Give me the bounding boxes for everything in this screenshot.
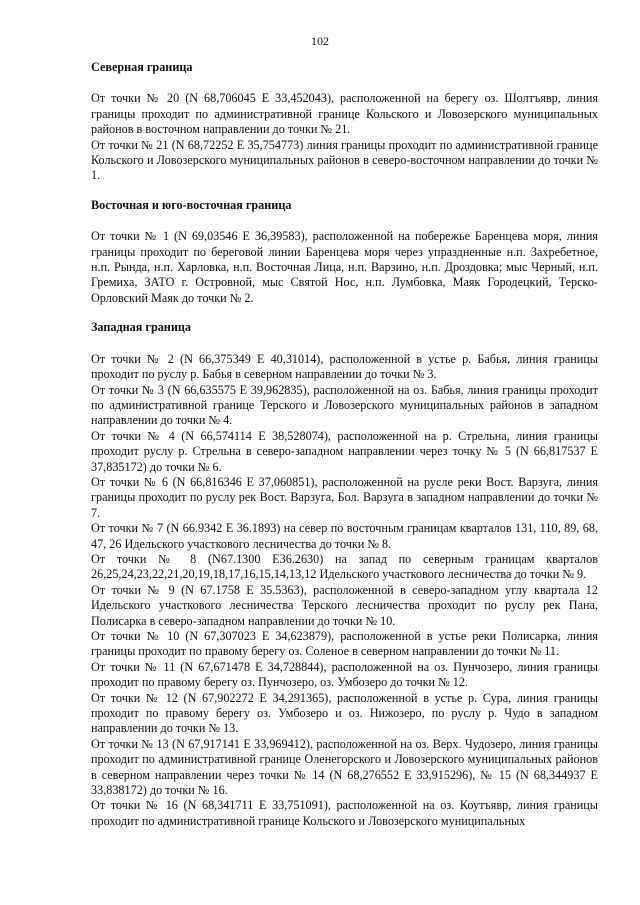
paragraph: От точки № 12 (N 67,902272 E 34,291365), расположенной в устье р. Сура, линия границы проходит по правому берегу оз. Умбозеро и оз. Нижозеро, по руслу р. Чудо в западном направлении до точки № 13. — [91, 690, 598, 736]
section-heading-north: Северная граница — [91, 60, 193, 74]
paragraph: От точки № 4 (N 66,574114 E 38,528074), расположенной на р. Стрельна, линия границы проходит руслу р. Стрельна в северо-западном направлении через точку № 5 (N 66,817537 E 37,835172) до точки № 6. — [91, 428, 598, 474]
paragraph: От точки № 16 (N 68,341711 E 33,751091), расположенной на оз. Коутъявр, линия границы проходит по административной границе Кольского и Ловозерского муниципальных — [91, 798, 598, 828]
paragraph: От точки № 21 (N 68,72252 E 35,754773) линия границы проходит по административной границе Кольского и Ловозерского муниципальных районов в северо-восточном направлении до точки № 1. — [91, 137, 598, 183]
paragraph: От точки № 8 (N67.1300 E36.2630) на запад по северным границам кварталов 26,25,24,23,22,21,20,19,18,17,16,15,14,13,12 Идельского участкового лесничества до точки № 9. — [91, 551, 598, 582]
paragraph: От точки № 1 (N 69,03546 E 36,39583), расположенной на побережье Баренцева моря, линия границы проходит по береговой линии Баренцева моря через упраздненные н.п. Захребетное, н.п. Рында, н.п. Харловка, н.п. Восточная Лица, н.п. Варзино, н.п. Дроздовка; мыс Черный, н.п. Гремиха, ЗАТО г. Островной, мыс Святой Нос, н.п. Лумбовка, Маяк Городецкий, Терско-Орловский Маяк до точки № 2. — [91, 229, 598, 305]
section-heading-east: Восточная и юго-восточная граница — [91, 197, 292, 212]
page-number: 102 — [311, 34, 329, 48]
section-heading-west: Западная граница — [91, 320, 191, 335]
paragraph: От точки № 2 (N 66,375349 E 40,31014), расположенной в устье р. Бабья, линия границы проходит по руслу р. Бабья в северном направлении до точки № 3. — [91, 351, 598, 382]
paragraph: От точки № 20 (N 68,706045 E 33,452043), расположенной на берегу оз. Шолтъявр, линия границы проходит по административной границе Кольского и Ловозерского муниципальных районов в восточном направлении до точки № 21. — [91, 91, 598, 137]
paragraph: От точки № 3 (N 66,635575 E 39,962835), расположенной на оз. Бабья, линия границы проходит по административной границе Терского и Ловозерского муниципальных районов в западном направлении до точки № 4. — [91, 382, 598, 428]
paragraph: От точки № 9 (N 67.1758 E 35.5363), расположенной в северо-западном углу квартала 12 Идельского участкового лесничества Терского лесничества проходит по руслу рек Пана, Полисарка в северо-западном направлении до точки № 10. — [91, 582, 598, 628]
paragraph: От точки № 6 (N 66,816346 E 37,060851), расположенной на русле реки Вост. Варзуга, линия границы проходит по руслу рек Вост. Варзуга, Бол. Варзуга в западном направлении до точки № 7. — [91, 474, 598, 520]
document-body — [91, 58, 598, 829]
paragraph: От точки № 13 (N 67,917141 E 33,969412), расположенной на оз. Верх. Чудозеро, линия границы проходит по административной границе Оленегорского и Ловозерского муниципальных районов в северном направлении через точки № 14 (N 68,276552 E 33,915296), № 15 (N 68,344937 E 33,838172) до точки № 16. — [91, 736, 598, 798]
paragraph: От точки № 11 (N 67,671478 E 34,728844), расположенной на оз. Пунчозеро, линия границы проходит по правому берегу оз. Пунчозеро, оз. Умбозеро до точки № 12. — [91, 659, 598, 690]
paragraph: От точки № 10 (N 67,307023 E 34,623879), расположенной в устье реки Полисарка, линия границы проходит по правому берегу оз. Соленое в северном направлении до точки № 11. — [91, 629, 598, 659]
paragraph: От точки № 7 (N 66.9342 E 36.1893) на север по восточным границам кварталов 131, 110, 89, 68, 47, 26 Идельского участкового лесничества до точки № 8. — [91, 521, 598, 551]
